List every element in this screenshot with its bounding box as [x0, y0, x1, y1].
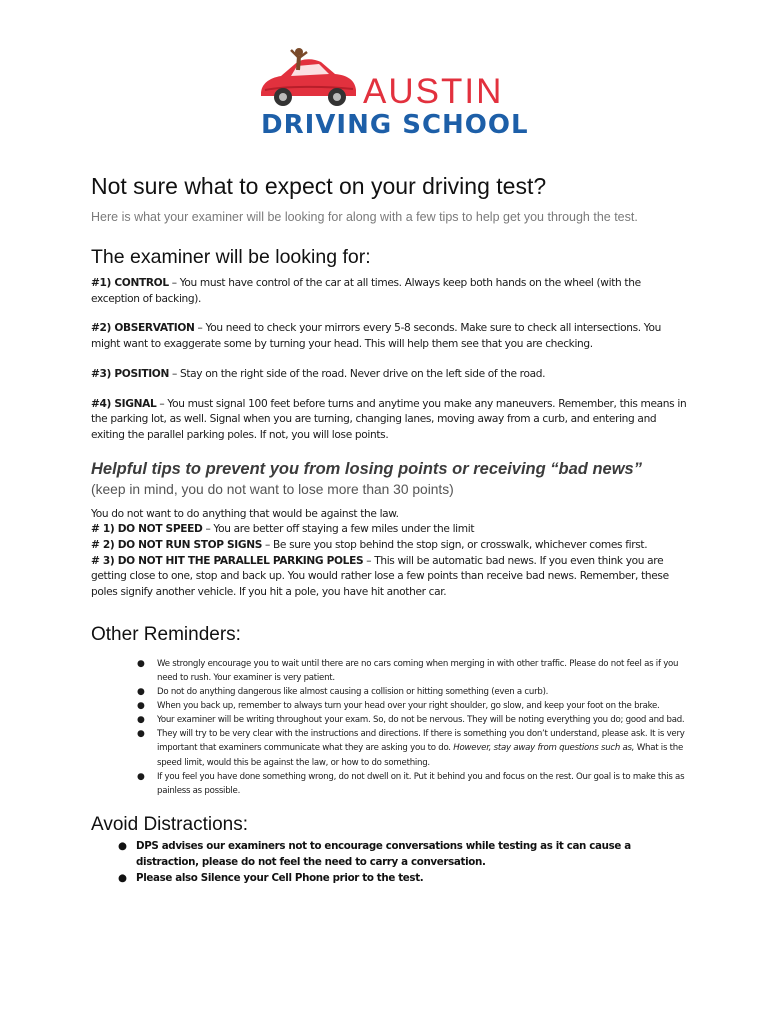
reminder-text: If you feel you have done something wrong, do not dwell on it. Put it behind you and focus on the rest. Our goal is to make this as painless as possible.: [157, 771, 685, 796]
criterion-text: – You need to check your mirrors every 5-8 seconds. Make sure to check all intersections. You might want to exaggerate some by turning your head. This will help them see that you are checking.: [91, 322, 661, 351]
avoid-distractions-list: [91, 838, 691, 886]
list-item: [118, 838, 691, 870]
list-item: [137, 685, 691, 699]
reminders-heading: Other Reminders:: [91, 623, 241, 645]
tip-parking-poles: [91, 554, 691, 601]
examiner-heading: The examiner will be looking for:: [91, 246, 371, 268]
bullet-icon: ●: [137, 658, 145, 669]
tips-heading: Helpful tips to prevent you from losing points or receiving “bad news”: [91, 459, 642, 478]
criterion-text: – Stay on the right side of the road. Never drive on the left side of the road.: [168, 367, 546, 380]
avoid-distractions-heading: Avoid Distractions:: [91, 813, 248, 835]
reminder-text: Do not do anything dangerous like almost causing a collision or hitting something (even a curb).: [157, 687, 549, 698]
bullet-icon: ●: [137, 687, 145, 698]
criterion-label: #1) CONTROL: [91, 277, 169, 289]
criterion-position: [91, 367, 691, 383]
criterion-text: – You must signal 100 feet before turns and anytime you make any maneuvers. Remember, this means in the parking lot, as well. Signal when you are turning, changing lanes, moving away from a curb, and entering and exiting the parallel parking poles. If not, you will lose points.: [91, 397, 687, 441]
bullet-icon: ●: [137, 715, 145, 726]
tip-do-not-speed: [91, 522, 691, 538]
bullet-icon: ●: [137, 771, 145, 782]
list-item: [137, 770, 691, 798]
brand-name-driving-school: DRIVING SCHOOL: [261, 110, 529, 140]
criterion-control: [91, 276, 691, 307]
criterion-label: #2) OBSERVATION: [91, 322, 195, 335]
reminder-text-after: What is the speed limit, would this be against the law, or how to do something.: [157, 743, 684, 768]
tips-subheading: (keep in mind, you do not want to lose more than 30 points): [91, 481, 454, 497]
avoid-text: DPS advises our examiners not to encourage conversations while testing as it can cause a distraction, please do not feel the need to carry a conversation.: [136, 839, 631, 868]
page-title: Not sure what to expect on your driving test?: [91, 173, 547, 199]
bullet-icon: ●: [137, 701, 145, 712]
tip-text: – You are better off staying a few miles under the limit: [202, 523, 475, 536]
reminder-text-italic: However, stay away from questions such as,: [453, 743, 635, 754]
bullet-icon: ●: [137, 729, 145, 740]
criterion-signal: [91, 397, 691, 444]
reminder-text: We strongly encourage you to wait until there are no cars coming when merging in with other traffic. Please do not feel as if you need to rush. Your examiner is very patient.: [157, 658, 679, 683]
list-item: [137, 657, 691, 685]
list-item: [137, 727, 691, 769]
bullet-icon: ●: [118, 839, 127, 852]
criterion-label: #4) SIGNAL: [91, 397, 157, 410]
bullet-icon: ●: [118, 871, 127, 884]
reminder-text: Your examiner will be writing throughout your exam. So, do not be nervous. They will be noting everything you do; good and bad.: [157, 715, 685, 726]
brand-name-austin: AUSTIN: [363, 72, 504, 111]
criterion-text: – You must have control of the car at all times. Always keep both hands on the wheel (with the exception of backing).: [91, 277, 641, 305]
tip-label: # 2) DO NOT RUN STOP SIGNS: [91, 539, 263, 552]
tip-label: # 3) DO NOT HIT THE PARALLEL PARKING POLES: [91, 554, 364, 567]
tip-label: # 1) DO NOT SPEED: [91, 523, 203, 536]
criterion-label: #3) POSITION: [91, 367, 169, 380]
logo: [255, 44, 529, 142]
list-item: [137, 699, 691, 713]
tip-text: – Be sure you stop behind the stop sign, or crosswalk, whichever comes first.: [262, 539, 648, 552]
document-body: [91, 170, 691, 886]
red-car-icon: [255, 44, 365, 114]
reminder-text-before: They will try to be very clear with the instructions and directions. If there is something you don’t understand, please ask. It is very important that examiners communicate what they are asking you to do.: [157, 729, 685, 754]
avoid-text: Please also Silence your Cell Phone prior to the test.: [136, 871, 424, 884]
tip-text: – This will be automatic bad news. If you even think you are getting close to one, stop and back up. You would rather lose a few points than receive bad news. Remember, these poles signify another vehicle. If you hit a pole, you have hit another car.: [91, 554, 669, 599]
tips-intro: You do not want to do anything that would be against the law.: [91, 507, 399, 520]
criterion-observation: [91, 321, 691, 352]
list-item: [137, 713, 691, 727]
intro-text: Here is what your examiner will be looking for along with a few tips to help get you through the test.: [91, 210, 638, 224]
reminders-list: [91, 657, 691, 798]
tip-stop-signs: [91, 538, 691, 554]
reminder-text: When you back up, remember to always turn your head over your right shoulder, go slow, and keep your foot on the brake.: [157, 701, 660, 712]
list-item: [118, 870, 691, 886]
